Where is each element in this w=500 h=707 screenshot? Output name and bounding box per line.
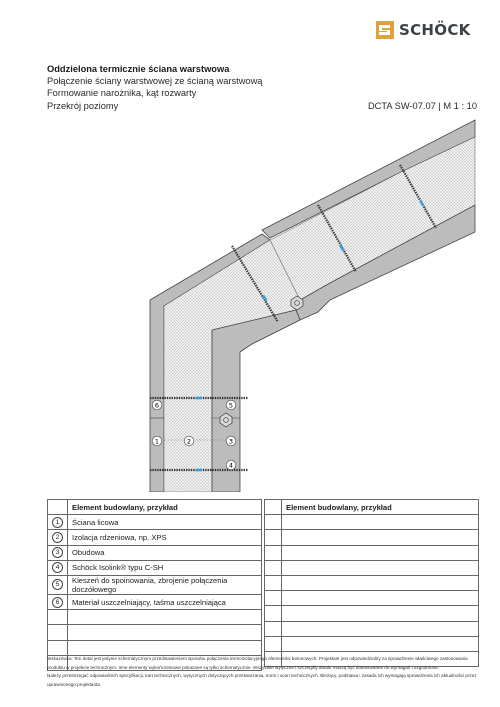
legend-item-text: Kieszeń do spoinowania, zbrojenie połączenia doczółowego [68,575,262,594]
callout-2 [184,436,194,446]
svg-text:1: 1 [154,437,160,446]
legend-item-text: Schöck Isolink® typu C-SH [68,560,262,575]
callout-4 [226,460,236,470]
legend-item-text: Materiał uszczelniający, taśma uszczelniająca [68,594,262,609]
legend-row: 4 Schöck Isolink® typu C-SH [48,560,262,575]
legend-row: 2 Izolacja rdzeniowa, np. XPS [48,530,262,545]
legend-empty-row [265,530,479,545]
svg-text:5: 5 [228,401,234,410]
legend-item-text: Izolacja rdzeniowa, np. XPS [68,530,262,545]
legend-empty-row [265,636,479,651]
legend-item-text: Ściana licowa [68,515,262,530]
callout-5 [226,400,236,410]
legend-row: 3 Obudowa [48,545,262,560]
inner-wythe-corner [212,310,300,492]
brand-logo [376,20,471,40]
footnote-paragraph-1: Wskazówka: Ten detal jest jedynie schematycznym przedstawieniem sposobu połączenia termoizolacyjnego elementów betonowych. Projektant jest odpowiedzialny za sprawdzenie właściwego zastosowania produktu w projekcie technicznym. Inne elementy wykończeniowe pokazane są tylko schematycznie. Wszystkie wytyczne i szczegóły detalu muszą być dostosowane do wymagań i uzgodnione. [47,656,468,670]
svg-text:6: 6 [154,401,160,410]
legend-empty-row [48,610,262,625]
svg-text:3: 3 [228,437,234,446]
svg-text:4: 4 [228,461,234,470]
section-drawing [0,110,500,492]
legend-empty-row [265,575,479,590]
legend-empty-row [265,591,479,606]
footnote [47,655,479,689]
drawing-code: DCTA SW-07.07 | M 1 : 10 [367,101,477,111]
subtitle-line-1: Połączenie ściany warstwowej ze ścianą warstwową [47,76,263,86]
legend-empty-row [265,515,479,530]
legend-empty-row [265,606,479,621]
svg-text:2: 2 [186,437,192,446]
callout-6 [152,400,162,410]
schock-logo-icon [376,21,394,39]
document-title: Oddzielona termicznie ściana warstwowa [47,64,230,74]
legend-header-row [265,500,479,515]
legend-table-left [47,499,262,671]
legend-empty-row [48,640,262,655]
legend-header: Element budowlany, przykład [282,500,479,515]
legend-empty-row [265,560,479,575]
legend-row: 1 Ściana licowa [48,515,262,530]
legend-header: Element budowlany, przykład [68,500,262,515]
footnote-paragraph-2: Należy przestrzegać odpowiednich specyfikacji, kart technicznych, wytycznych dotyczących przetwarzania, norm i ocen technicznych. Bieżący, podstawa i zasada ich wymagają sprawdzenia ich aktualności przez uprawnionego projektanta. [47,673,477,687]
legend-empty-row [265,545,479,560]
legend-empty-row [48,625,262,640]
subtitle-line-3: Przekrój poziomy [47,100,119,111]
legend-item-text: Obudowa [68,545,262,560]
legend-row: 6 Materiał uszczelniający, taśma uszczelniająca [48,594,262,609]
legend-table-right [264,499,479,667]
legend-row: 5 Kieszeń do spoinowania, zbrojenie połączenia doczółowego [48,575,262,594]
document-header [47,63,477,112]
brand-name: SCHÖCK [399,21,471,39]
callout-3 [226,436,236,446]
subtitle-line-2: Formowanie narożnika, kąt rozwarty [47,88,197,99]
legend-header-row [48,500,262,515]
legend-empty-row [265,621,479,636]
callout-1 [152,436,162,446]
